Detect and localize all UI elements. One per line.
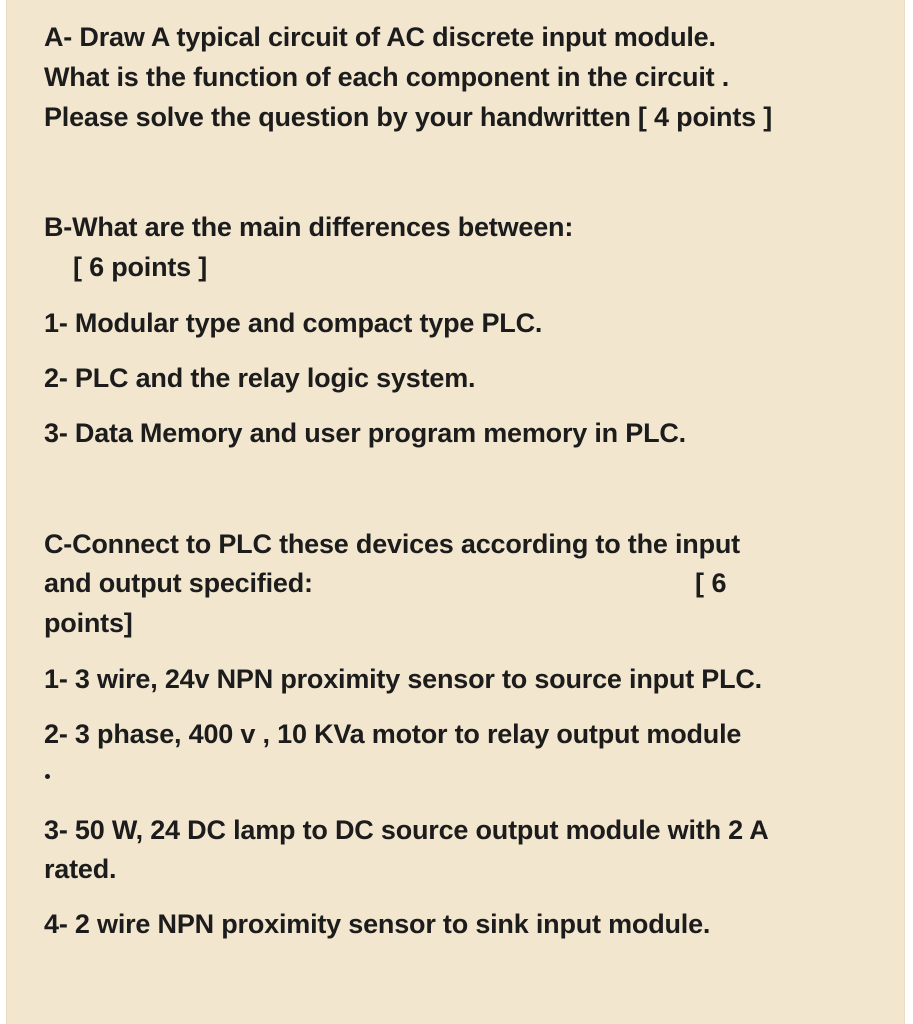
- section-c-heading-line-2: and output specified:: [44, 568, 313, 598]
- section-b-item-3: 3- Data Memory and user program memory in PLC.: [44, 418, 686, 448]
- section-c-item-3-continued: rated.: [44, 854, 117, 884]
- section-c-item-1: 1- 3 wire, 24v NPN proximity sensor to source input PLC.: [44, 664, 762, 694]
- document-page: [6, 0, 905, 1024]
- stray-period-dot: [45, 774, 50, 779]
- section-a-line-2: What is the function of each component in the circuit .: [44, 62, 730, 92]
- section-b-heading: B-What are the main differences between:: [44, 212, 574, 242]
- section-c-item-4: 4- 2 wire NPN proximity sensor to sink input module.: [44, 909, 711, 939]
- section-c-item-3: 3- 50 W, 24 DC lamp to DC source output module with 2 A: [44, 815, 769, 845]
- section-b-points: [ 6 points ]: [73, 252, 208, 282]
- section-b-item-2: 2- PLC and the relay logic system.: [44, 363, 476, 393]
- section-c-points-part-1: [ 6: [695, 568, 727, 598]
- section-a-line-3: Please solve the question by your handwritten [ 4 points ]: [44, 102, 773, 132]
- section-c-heading-line-1: C-Connect to PLC these devices according to the input: [44, 529, 740, 559]
- section-c-points-part-2: points]: [44, 608, 133, 638]
- section-c-item-2: 2- 3 phase, 400 v , 10 KVa motor to relay output module: [44, 719, 742, 749]
- section-b-item-1: 1- Modular type and compact type PLC.: [44, 308, 543, 338]
- section-a-line-1: A- Draw A typical circuit of AC discrete input module.: [44, 22, 716, 52]
